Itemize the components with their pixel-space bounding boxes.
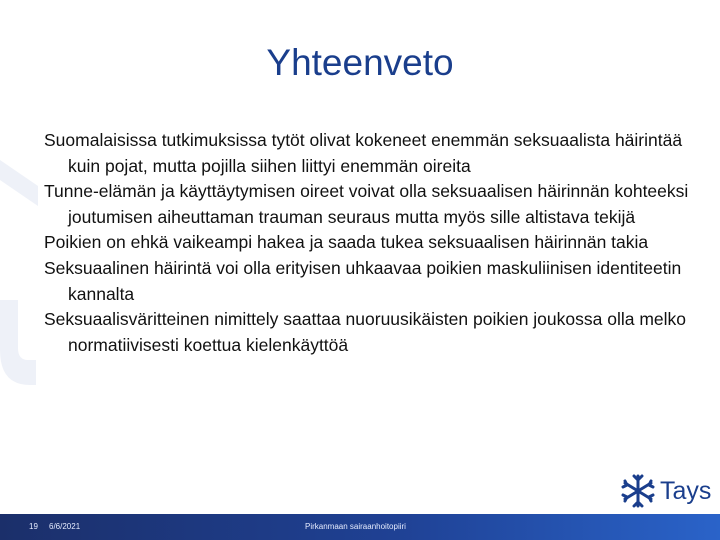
- tays-logo: [620, 472, 711, 510]
- footer-date: 6/6/2021: [49, 522, 81, 531]
- tays-logo-icon: [620, 473, 656, 509]
- tays-logo-text: Tays: [660, 476, 712, 505]
- slide-title: Yhteenveto: [266, 42, 454, 83]
- bullet-list: [44, 128, 694, 358]
- slide-number: 19: [29, 522, 38, 531]
- bullet-item: Suomalaisissa tutkimuksissa tytöt olivat kokeneet enemmän seksuaalista häirintää kuin pojat, mutta pojilla siihen liittyi enemmän oireita: [44, 130, 683, 176]
- footer-bar: [0, 514, 720, 540]
- bullet-item: Tunne-elämän ja käyttäytymisen oireet voivat olla seksuaalisen häirinnän kohteeksi joutumisen aiheuttaman trauman seuraus mutta myös sille altistava tekijä: [44, 181, 689, 227]
- bullet-item: Poikien on ehkä vaikeampi hakea ja saada tukea seksuaalisen häirinnän takia: [44, 232, 649, 253]
- footer-organization: Pirkanmaan sairaanhoitopiiri: [305, 522, 406, 531]
- bullet-item: Seksuaalisväritteinen nimittely saattaa nuoruusikäisten poikien joukossa olla melko normatiivisesti koettua kielenkäyttöä: [44, 309, 687, 355]
- bullet-item: Seksuaalinen häirintä voi olla erityisen uhkaavaa poikien maskuliinisen identiteetin kannalta: [44, 257, 682, 304]
